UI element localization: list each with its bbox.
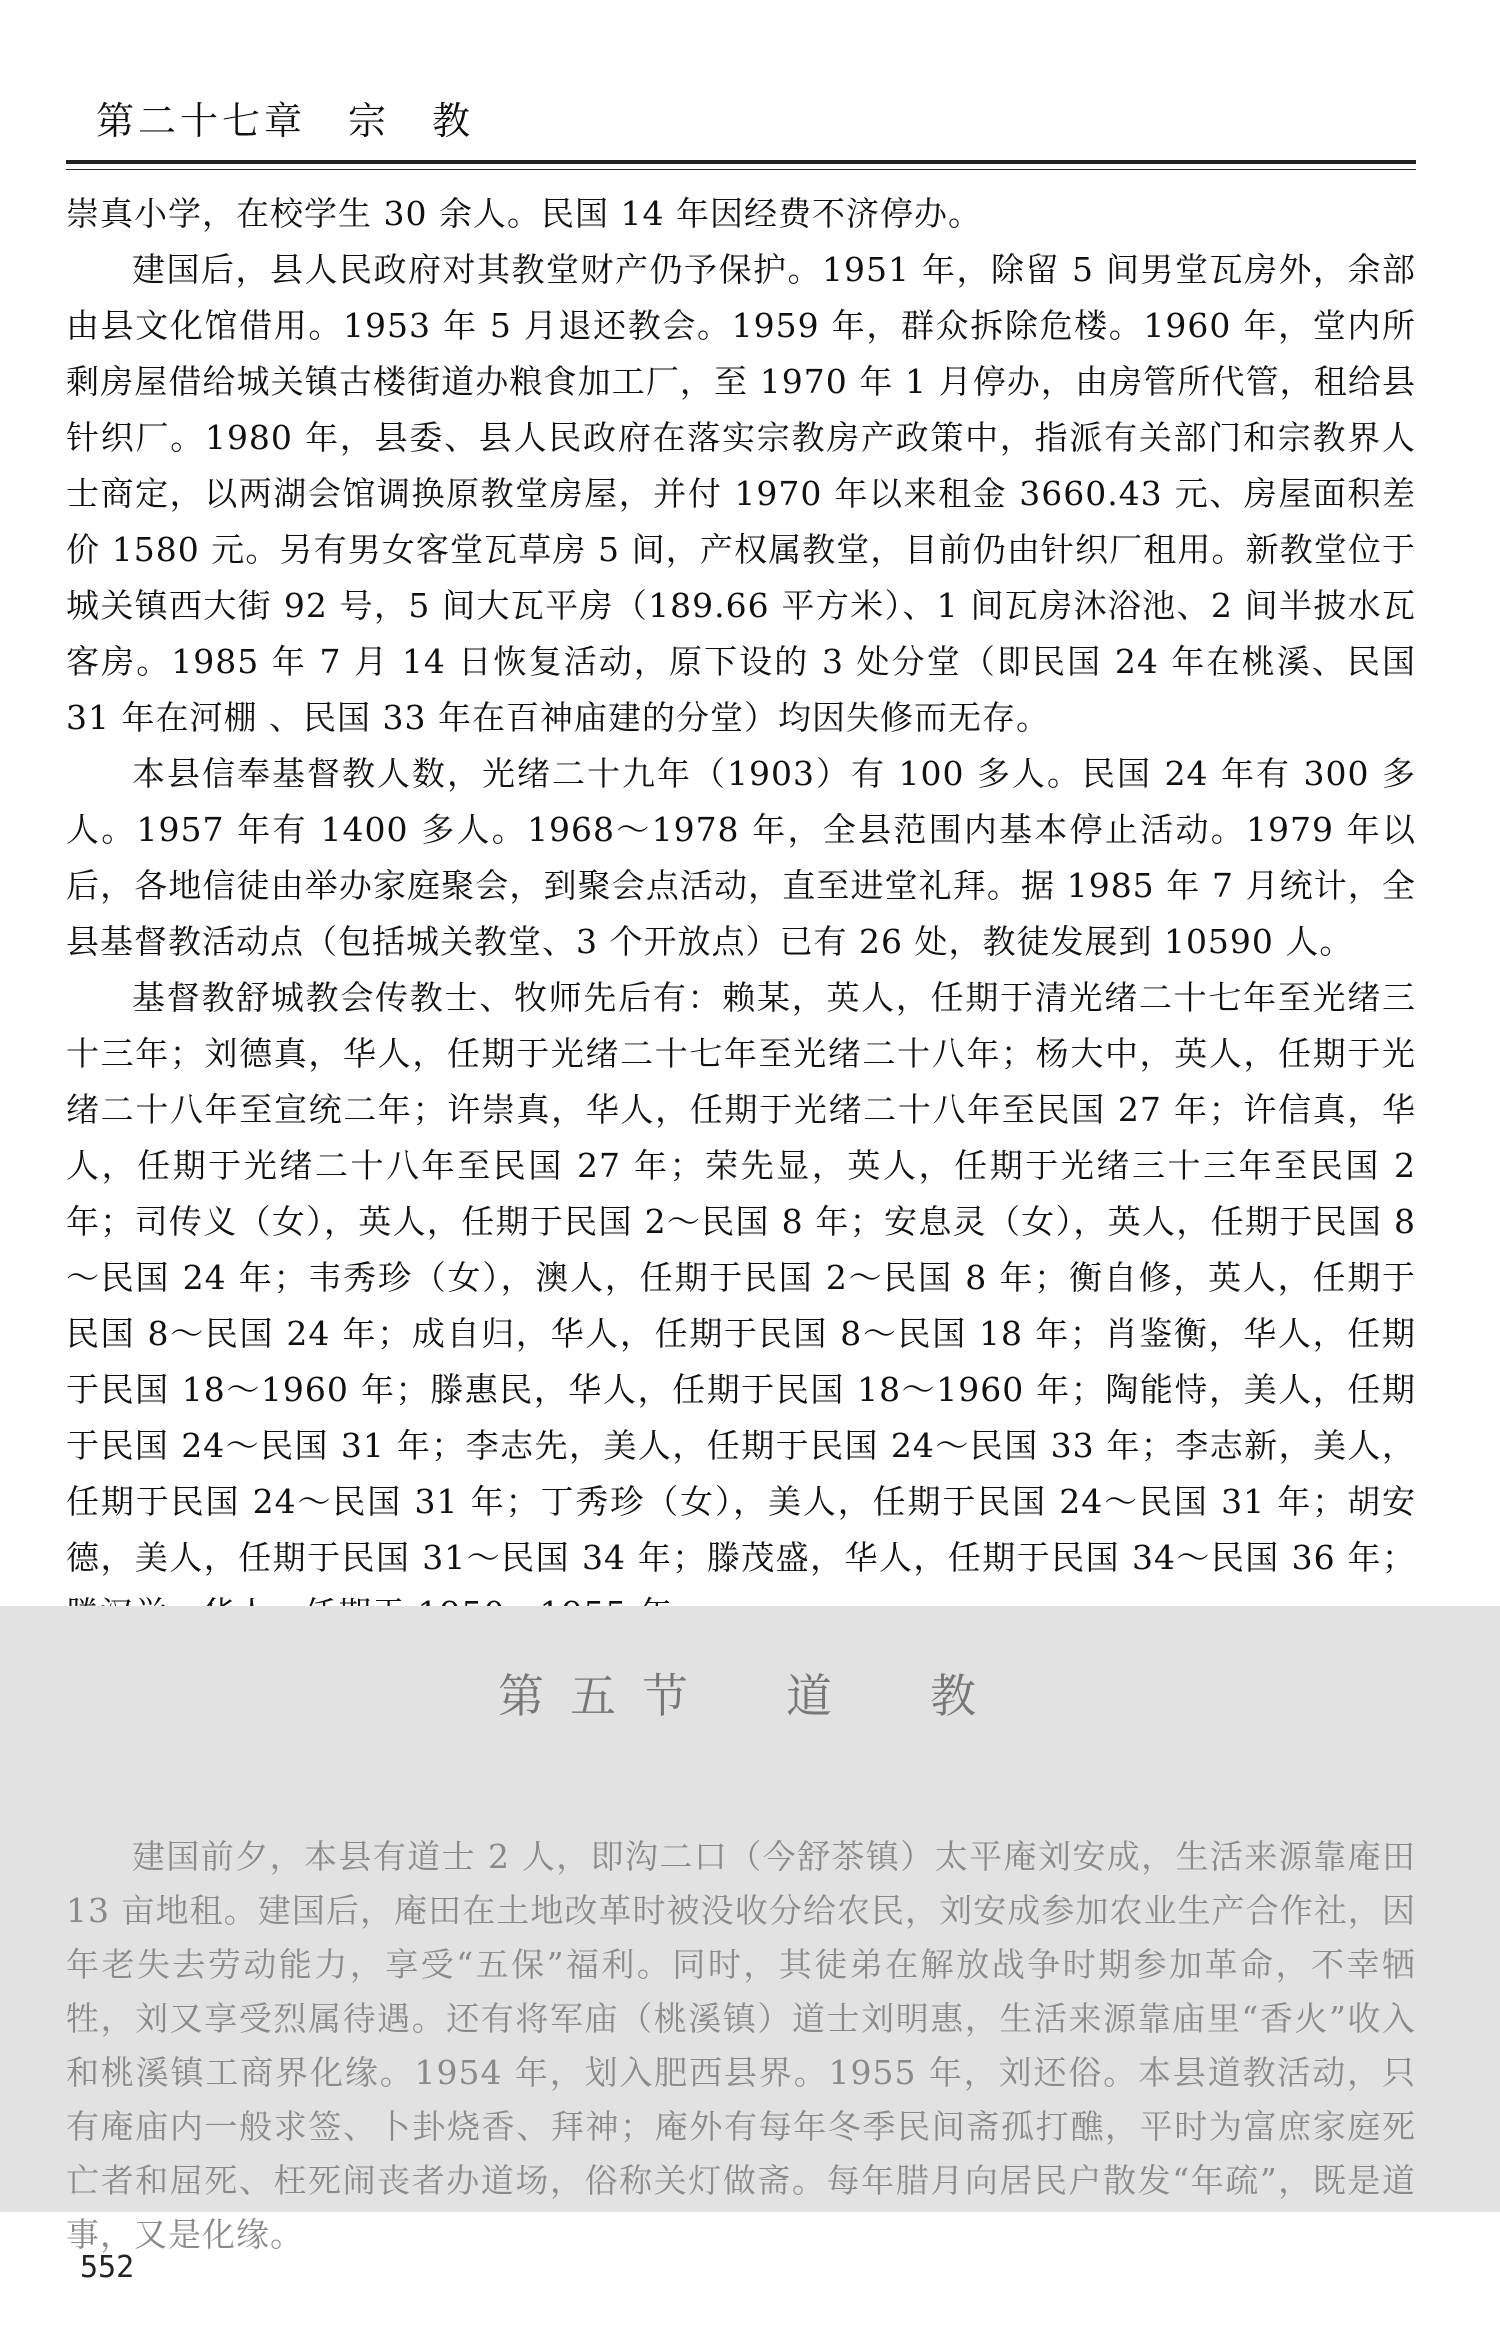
running-header [66,96,1416,170]
main-text [66,186,1416,1642]
chapter-title: 第二十七章 宗 教 [96,99,475,143]
page-number: 552 [80,2250,135,2285]
paragraph-2: 建国后，县人民政府对其教堂财产仍予保护。1951 年，除留 5 间男堂瓦房外，余部由县文化馆借用。1953 年 5 月退还教会。1959 年，群众拆除危楼。1960 年，堂内所剩房屋借给城关镇古楼街道办粮食加工厂，至 1970 年 1 月停办，由房管所代管，租给县针织厂。1980 年，县委、县人民政府在落实宗教房产政策中，指派有关部门和宗教界人士商定，以两湖会馆调换原教堂房屋，并付 1970 年以来租金 3660.43 元、房屋面积差价 1580 元。另有男女客堂瓦草房 5 间，产权属教堂，目前仍由针织厂租用。新教堂位于城关镇西大街 92 号，5 间大瓦平房（189.66 平方米）、1 间瓦房沐浴池、2 间半披水瓦客房。1985 年 7 月 14 日恢复活动，原下设的 3 处分堂（即民国 24 年在桃溪、民国 31 年在河棚 、民国 33 年在百神庙建的分堂）均因失修而无存。 [66,250,1416,737]
header-rule-thin [66,169,1416,170]
paragraph-4: 基督教舒城教会传教士、牧师先后有：赖某，英人，任期于清光绪二十七年至光绪三十三年；刘德真，华人，任期于光绪二十七年至光绪二十八年；杨大中，英人，任期于光绪二十八年至宣统二年；许崇真，华人，任期于光绪二十八年至民国 27 年；许信真，华人，任期于光绪二十八年至民国 27 年；荣先显，英人，任期于光绪三十三年至民国 2 年；司传义（女），英人，任期于民国 2～民国 8 年；安息灵（女），英人，任期于民国 8～民国 24 年；韦秀珍（女），澳人，任期于民国 2～民国 8 年；衡自修，英人，任期于民国 8～民国 24 年；成自归，华人，任期于民国 8～民国 18 年；肖鉴衡，华人，任期于民国 18～1960 年；滕惠民，华人，任期于民国 18～1960 年；陶能恃，美人，任期于民国 24～民国 31 年；李志先，美人，任期于民国 24～民国 33 年；李志新，美人，任期于民国 24～民国 31 年；丁秀珍（女），美人，任期于民国 24～民国 31 年；胡安德，美人，任期于民国 31～民国 34 年；滕茂盛，华人，任期于民国 34～民国 36 年； [66,978,1416,1577]
paragraph-1: 崇真小学，在校学生 30 余人。民国 14 年因经费不济停办。 [66,194,982,233]
paragraph-3: 本县信奉基督教人数，光绪二十九年（1903）有 100 多人。民国 24 年有 300 多人。1957 年有 1400 多人。1968～1978 年，全县范围内基本停止活动。1979 年以后，各地信徒由举办家庭聚会，到聚会点活动，直至进堂礼拜。据 1985 年 7 月统计，全县基督教活动点（包括城关教堂、3 个开放点）已有 26 处，教徒发展到 10590 人。 [66,754,1416,961]
section-text [66,1830,1416,2262]
header-rule-thick [66,160,1416,164]
section-title: 第五节 道 教 [498,1669,1002,1723]
section-paragraph: 建国前夕，本县有道士 2 人，即沟二口（今舒茶镇）太平庵刘安成，生活来源靠庵田 13 亩地租。建国后，庵田在土地改革时被没收分给农民，刘安成参加农业生产合作社，因年老失去劳动能力，享受“五保”福利。同时，其徒弟在解放战争时期参加革命，不幸牺牲，刘又享受烈属待遇。还有将军庙（桃溪镇）道士刘明惠，生活来源靠庙里“香火”收入和桃溪镇工商界化缘。1954 年，划入肥西县界。1955 年，刘还俗。本县道教活动，只有庵庙内一般求签、卜卦烧香、拜神；庵外有每年冬季民间斋孤打醮，平时为富庶家庭死亡者和屈死、枉死闹丧者办道场，俗称关灯做斋。每年腊月向居民户散发“年疏”，既是道事，又是化缘。 [66,1837,1416,2254]
